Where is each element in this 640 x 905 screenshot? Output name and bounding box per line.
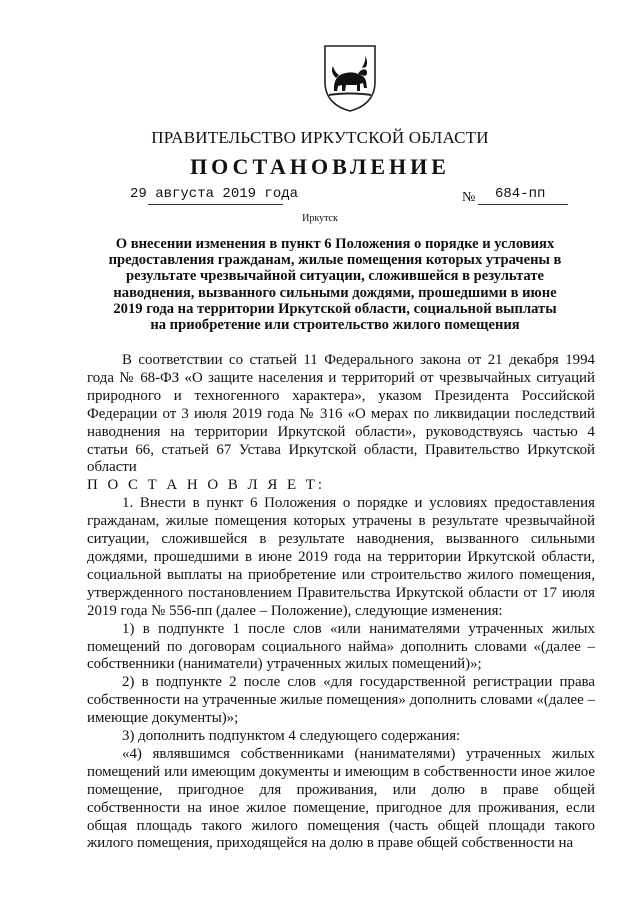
document-date: 29 августа 2019 года xyxy=(130,186,299,202)
city-name: Иркутск xyxy=(302,213,338,224)
document-title: О внесении изменения в пункт 6 Положения о порядке и условиях предоставления гражданам, жилые помещения которых утрачены в результате чрезвычайной ситуации, сложившейся в результате наводнения, вызванного сильными дождями, прошедшими в июне 2019 года на территории Иркутской области, социальной выплаты на приобретение или строительство жилого помещения xyxy=(108,236,562,334)
date-underline xyxy=(148,204,283,205)
document-number: 684-пп xyxy=(495,186,546,202)
preamble-paragraph: В соответствии со статьей 11 Федерального закона от 21 декабря 1994 года № 68-ФЗ «О защите населения и территорий от чрезвычайных ситуаций природного и техногенного характера», указом Президента Российской Федерации от 3 июля 2019 года № 316 «О мерах по ликвидации последствий наводнения на территории Иркутской области», руководствуясь частью 4 статьи 66, статьей 67 Устава Иркутской области, Правительство Иркутской области xyxy=(87,352,595,476)
item-1-paragraph: 1. Внести в пункт 6 Положения о порядке и условиях предоставления гражданам, жилые помещения которых утрачены в результате чрезвычайной ситуации, сложившейся в результате наводнения, вызванного сильными дождями, прошедшими в июне 2019 года на территории Иркутской области, социальной выплаты на приобретение или строительство жилого помещения, утвержденного постановлением Правительства Иркутской области от 17 июля 2019 года № 556-пп (далее – Положение), следующие изменения: xyxy=(87,495,595,619)
document-body xyxy=(87,352,595,853)
organization-name: ПРАВИТЕЛЬСТВО ИРКУТСКОЙ ОБЛАСТИ xyxy=(151,128,489,147)
subitem-2-paragraph: 2) в подпункте 2 после слов «для государственной регистрации права собственности на утраченные жилые помещения» дополнить словами «(далее – имеющие документы)»; xyxy=(87,674,595,727)
subitem-3-paragraph: 3) дополнить подпунктом 4 следующего содержания: xyxy=(122,728,461,745)
emblem xyxy=(322,44,378,112)
irkutsk-coat-of-arms-icon xyxy=(322,44,378,112)
quoted-subitem-4-paragraph: «4) являвшимся собственниками (нанимателями) утраченных жилых помещений или имеющим документы и имеющим в собственности иное жилое помещение, пригодное для проживания, или долю в праве общей собственности на иное жилое помещение, пригодное для проживания, если общая площадь такого жилого помещения (часть общей площади такого жилого помещения, приходящейся на долю в праве общей собственности на xyxy=(87,745,595,852)
subitem-1-paragraph: 1) в подпункте 1 после слов «или нанимателями утраченных жилых помещений по договорам социального найма» дополнить словами «(далее – собственники (наниматели) утраченных жилых помещений)»; xyxy=(87,620,595,673)
number-sign: № xyxy=(462,190,476,205)
document-type-heading: ПОСТАНОВЛЕНИЕ xyxy=(190,154,450,179)
resolve-heading: П О С Т А Н О В Л Я Е Т: xyxy=(87,477,326,494)
number-underline xyxy=(478,204,568,205)
